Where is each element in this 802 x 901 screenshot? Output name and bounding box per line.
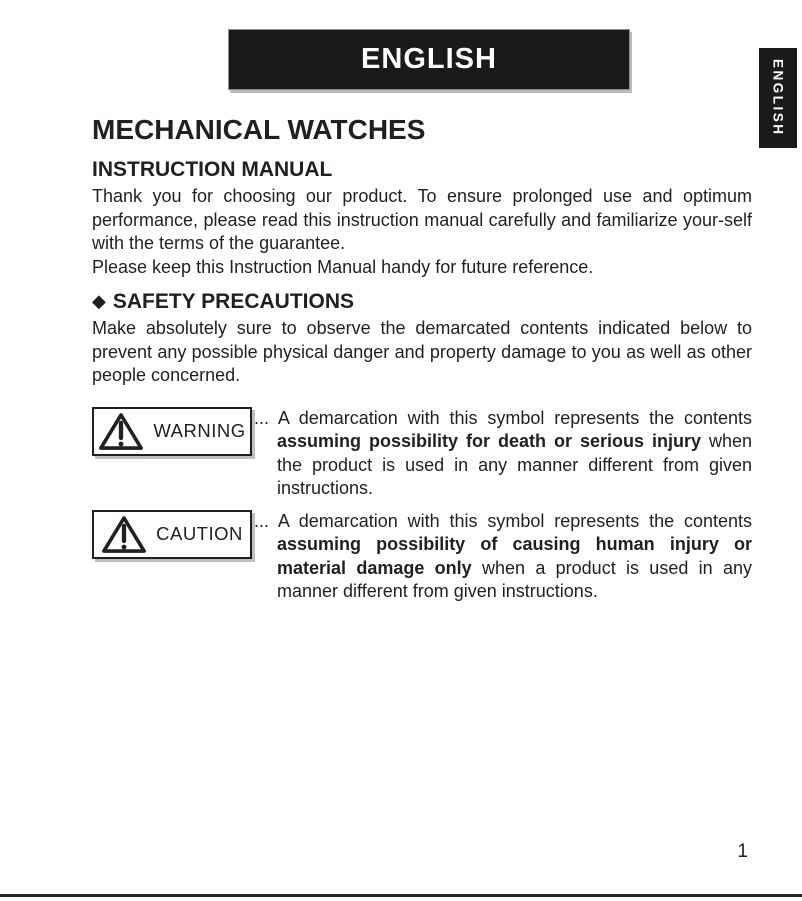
caution-description <box>254 510 752 604</box>
language-banner-label: ENGLISH <box>361 43 497 75</box>
caution-box-label: CAUTION <box>156 523 243 544</box>
caution-triangle-icon <box>101 514 147 555</box>
safety-precautions-heading <box>92 289 752 315</box>
safety-heading-label: SAFETY PRECAUTIONS <box>112 290 354 313</box>
caution-text-tail: when a product is used in any manner different from given instructions. <box>277 557 752 601</box>
caution-box <box>92 510 252 559</box>
subtitle: INSTRUCTION MANUAL <box>92 158 333 181</box>
bottom-rule <box>0 894 802 897</box>
page-number: 1 <box>737 841 748 862</box>
caution-text-lead: A demarcation with this symbol represents the contents <box>277 510 752 531</box>
warning-triangle-icon <box>98 411 144 452</box>
caution-text-emphasis: assuming possibility of causing human injury or material damage only <box>277 534 752 578</box>
language-banner <box>228 29 630 90</box>
keep-manual-note: Please keep this Instruction Manual handy for future reference. <box>92 256 594 277</box>
warning-box-label: WARNING <box>153 420 246 441</box>
warning-text-tail: when the product is used in any manner different from given instructions. <box>277 431 752 498</box>
warning-text-emphasis: assuming possibility for death or serious injury <box>277 431 701 451</box>
intro-paragraph: Thank you for choosing our product. To ensure prolonged use and optimum performance, please read this instruction manual carefully and familiarize your-self with the terms of the guarantee. <box>92 186 752 253</box>
warning-row <box>92 407 752 501</box>
language-side-tab <box>759 48 797 148</box>
diamond-icon: ◆ <box>92 291 106 311</box>
warning-box <box>92 407 252 456</box>
safety-paragraph: Make absolutely sure to observe the demarcated contents indicated below to prevent any possible physical danger and property damage to you as well as other people concerned. <box>92 318 752 385</box>
warning-ellipsis: ... <box>254 407 278 428</box>
caution-ellipsis: ... <box>254 510 278 531</box>
warning-description <box>254 407 752 501</box>
caution-row <box>92 510 752 604</box>
content-column <box>92 113 752 613</box>
warning-text-lead: A demarcation with this symbol represents the contents <box>277 407 752 428</box>
language-side-tab-label: ENGLISH <box>770 59 786 137</box>
page-title: MECHANICAL WATCHES <box>92 114 426 145</box>
